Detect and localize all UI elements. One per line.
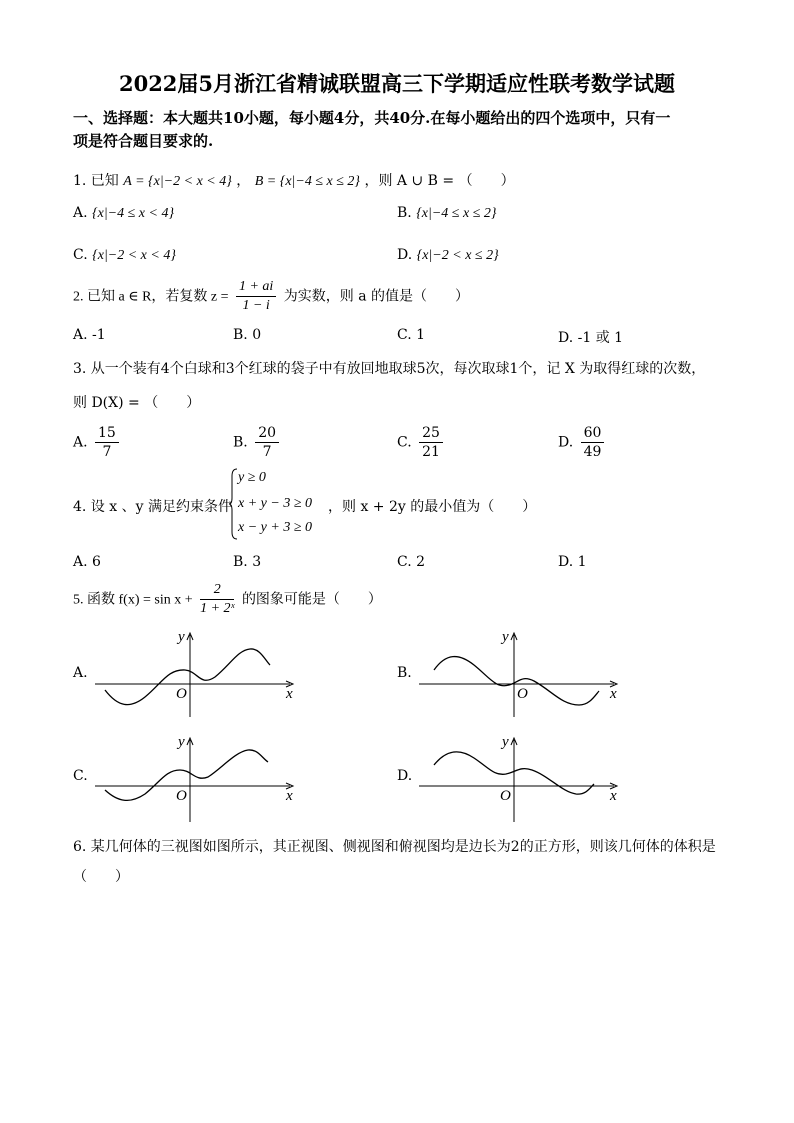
q5-graph-b[interactable]	[414, 625, 629, 720]
axis-y-label: y	[502, 629, 509, 645]
option-letter: A.	[73, 205, 88, 221]
q2-fraction-den: 1 − i	[242, 298, 270, 313]
q1-prefix: 1. 已知	[73, 173, 119, 189]
q5-graph-a[interactable]	[90, 625, 305, 720]
fraction-den: 21	[422, 444, 440, 460]
axis-y-label: y	[502, 734, 509, 750]
option-text: {x|−4 ≤ x < 4}	[92, 206, 175, 221]
q5-prefix: 5. 函数 f(x) = sin x +	[73, 592, 193, 608]
q5-option-a-letter[interactable]: A.	[73, 665, 88, 681]
q4-option-c[interactable]	[397, 554, 425, 570]
axis-y-label: y	[178, 734, 185, 750]
option-letter: D.	[558, 434, 574, 451]
q3-option-a[interactable]	[73, 424, 122, 461]
axis-x-label: x	[286, 788, 293, 804]
option-letter: D.	[397, 247, 413, 263]
q4-option-d[interactable]	[558, 554, 587, 570]
option-text: 1	[577, 554, 587, 570]
option-text: {x|−2 < x < 4}	[92, 248, 176, 263]
q1-option-d[interactable]	[397, 247, 499, 264]
q5-option-d-letter[interactable]: D.	[397, 768, 413, 784]
q5-fraction	[200, 581, 234, 618]
q2-fraction-num: 1 + ai	[236, 278, 276, 297]
q2-option-a[interactable]	[73, 327, 106, 343]
fraction-den: 7	[102, 444, 112, 460]
option-fraction	[419, 424, 443, 461]
fraction-den: 7	[262, 444, 272, 460]
question-3-line2: 则 D(X) = （ ）	[73, 395, 201, 411]
option-text: -1	[92, 327, 106, 343]
origin-label: O	[176, 788, 187, 804]
option-letter: B.	[233, 554, 248, 570]
origin-label: O	[517, 686, 528, 702]
q2-suffix: 为实数，则 a 的值是（ ）	[283, 288, 470, 305]
q1-option-a[interactable]	[73, 205, 174, 222]
question-6-line2: （ ）	[73, 869, 129, 885]
question-2-stem	[73, 278, 469, 315]
q4-condition-2: x + y − 3 ≥ 0	[238, 496, 313, 511]
q5-option-b-letter[interactable]: B.	[397, 665, 412, 681]
question-6-line1: 6. 某几何体的三视图如图所示，其正视图、侧视图和俯视图均是边长为2的正方形，则该几何体的体积是	[73, 839, 716, 855]
fraction-num: 60	[581, 424, 605, 443]
q1-option-c[interactable]	[73, 247, 176, 264]
option-letter: D.	[558, 330, 574, 346]
question-1-stem	[73, 170, 515, 190]
option-fraction	[95, 424, 119, 461]
option-fraction	[255, 424, 279, 461]
q5-graph-d[interactable]	[414, 730, 629, 825]
axis-y-label: y	[178, 629, 185, 645]
fraction-num: 25	[419, 424, 443, 443]
page-title: 2022届5月浙江省精诚联盟高三下学期适应性联考数学试题	[118, 71, 676, 96]
option-letter: B.	[397, 205, 412, 221]
fraction-den: 49	[583, 444, 602, 460]
option-letter: A.	[73, 554, 88, 570]
q3-option-b[interactable]	[233, 424, 282, 461]
option-letter: B.	[233, 327, 248, 343]
option-text: {x|−2 < x ≤ 2}	[416, 248, 499, 263]
q1-set-b: B = {x|−4 ≤ x ≤ 2}	[254, 174, 361, 189]
question-3-line1: 3. 从一个装有4个白球和3个红球的袋子中有放回地取球5次，每次取球1个，记 X 为取得红球的次数，	[73, 361, 706, 377]
q1-sep: ，	[236, 173, 251, 189]
q1-option-b[interactable]	[397, 205, 497, 222]
q3-option-d[interactable]	[558, 424, 607, 461]
q4-condition-1: y ≥ 0	[238, 470, 266, 485]
axis-x-label: x	[610, 686, 617, 702]
option-text: 3	[252, 554, 262, 570]
fraction-num: 20	[255, 424, 279, 443]
axis-x-label: x	[610, 788, 617, 804]
q5-fraction-den: 1 + 2ˣ	[200, 601, 235, 616]
option-text: 2	[416, 554, 426, 570]
option-letter: C.	[397, 327, 412, 343]
q4-suffix: ，则 x + 2y 的最小值为（ ）	[328, 499, 537, 515]
option-text: 0	[252, 327, 262, 343]
section-header-line2: 项是符合题目要求的.	[73, 132, 214, 150]
q5-option-c-letter[interactable]: C.	[73, 768, 88, 784]
question-5-stem	[73, 581, 382, 618]
q2-option-c[interactable]	[397, 327, 425, 343]
q2-fraction	[236, 278, 276, 315]
q5-suffix: 的图象可能是（ ）	[241, 591, 382, 608]
origin-label: O	[176, 686, 187, 702]
q4-condition-3: x − y + 3 ≥ 0	[238, 520, 313, 535]
q3-option-c[interactable]	[397, 424, 446, 461]
fraction-num: 15	[95, 424, 119, 443]
q4-option-b[interactable]	[233, 554, 261, 570]
option-fraction	[581, 424, 605, 461]
option-letter: C.	[397, 434, 412, 451]
origin-label: O	[500, 788, 511, 804]
option-letter: C.	[397, 554, 412, 570]
q5-fraction-num: 2	[200, 581, 234, 600]
q4-option-a[interactable]	[73, 554, 101, 570]
q2-prefix: 2. 已知 a ∈ R，若复数 z =	[73, 289, 229, 305]
q2-option-b[interactable]	[233, 327, 261, 343]
option-letter: C.	[73, 247, 88, 263]
q2-option-d[interactable]	[558, 327, 623, 347]
option-text: {x|−4 ≤ x ≤ 2}	[416, 206, 497, 221]
option-letter: D.	[558, 554, 574, 570]
option-text: 6	[92, 554, 101, 570]
option-letter: A.	[73, 434, 88, 451]
option-letter: B.	[233, 434, 248, 451]
option-text: -1 或 1	[577, 330, 624, 346]
q4-prefix: 4. 设 x 、y 满足约束条件	[73, 499, 232, 515]
section-header-line1: 一、选择题：本大题共10小题，每小题4分，共40分.在每小题给出的四个选项中，只有一	[73, 109, 671, 127]
option-letter: A.	[73, 327, 88, 343]
system-brace	[228, 468, 238, 540]
q1-suffix: ，则 A ∪ B = （ ）	[364, 173, 515, 189]
option-text: 1	[416, 327, 426, 343]
axis-x-label: x	[286, 686, 293, 702]
q1-set-a: A = {x|−2 < x < 4}	[123, 174, 232, 189]
q5-graph-c[interactable]	[90, 730, 305, 825]
